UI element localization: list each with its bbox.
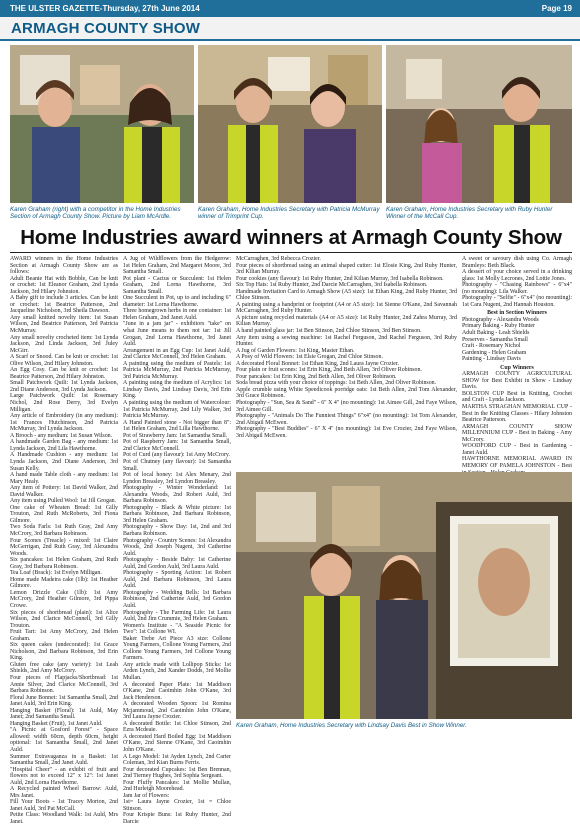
result-paragraph: Small Patchwork Quilt: 1st Lynda Jackson, 2nd Diane Anderson, 3rd Lynda Jackson. [10, 380, 118, 393]
result-paragraph: Four Fluffy Pancakes: 1st Mollie Mullan, 2nd Hurleigh Moorehead. [123, 779, 231, 793]
result-paragraph: Photography - Winter Wonderland: 1st Alexandra Woods, 2nd Robert Auld, 3rd Barbara Robinson. [123, 485, 231, 505]
subheading: Cup Winners [500, 364, 534, 371]
result-paragraph: Photography - Beside Baby: 1st Catherine Auld, 2nd Gordon Auld, 3rd Laura Auld. [123, 557, 231, 570]
result-paragraph: Six pancakes: 1st Helen Graham, 2nd Ruth Gray, 3rd Barbara Robinson. [10, 557, 118, 570]
section-title: ARMAGH COUNTY SHOW [11, 20, 201, 37]
result-paragraph: WOODFORD CUP - Best in Gardening - Janet Auld. [462, 443, 572, 456]
result-paragraph: Photography - Country Scenes: 1st Alexandra Woods, 2nd Joseph Nugent, 3rd Catherine Auld. [123, 537, 231, 557]
result-paragraph: Any article of Embroidery (in any medium): 1st Frances Hutchinson, 2nd Patricia McMurray, 3rd Lynda Jackson. [10, 413, 118, 433]
result-paragraph: Four plain or fruit scones: 1st Erin King, 2nd Beth Allen, 3rd Oliver Robinson. [236, 367, 422, 374]
result-paragraph: Photography - "Chasing Rainbows" - 6"x4" (no mounting): Lila Walker. [462, 282, 572, 295]
result-paragraph: Tea Loaf (Brack): 1st Evelyn Milligan. [10, 570, 102, 577]
result-paragraph: A Scarf or Snood. Can be knit or crochet: 1st Olive Wilson, 2nd Hilary Johnston. [10, 354, 118, 367]
result-paragraph: A Handmade Cushion - any medium: 1st Lynda Jackson, 2nd Diane Anderson, 3rd Susan Kelly. [10, 452, 118, 472]
result-paragraph: MARTHA STRAGHAN MEMORIAL CUP - Best in the Knitting Classes - Hilary Johnston Beatrice Patterson. [462, 404, 572, 424]
article-column-3 [236, 256, 457, 439]
result-paragraph: A decorated Hard Boiled Egg: 1st Maddison O'Kane, 2nd Sienne O'Kane, 3rd Caoimhin John O'Kane. [123, 733, 231, 754]
result-paragraph: A painting using the medium of Pastels: 1st Patricia McMurray, 2nd Patricia McMurray, 3rd Patricia McMurray. [123, 360, 231, 380]
photo-mccall-winner [386, 45, 572, 203]
result-paragraph: Photography - Black & White picture: 1st Barbara Robinson, 2nd Barbara Robinson, 3rd Helen Graham. [123, 504, 231, 524]
result-paragraph: Any item using a sewing machine: 1st Rachel Ferguson, 2nd Rachel Ferguson, 3rd Ruby Hunter. [236, 334, 457, 348]
result-paragraph: HAWTHORNE MEMORIAL AWARD IN MEMORY OF PAMELA JOHNSTON - Best [462, 456, 572, 469]
result-paragraph: Photography - Wedding Bells: 1st Barbara Robinson, 2nd Catherine Auld, 3rd Gordon Auld. [123, 589, 231, 609]
result-paragraph: Photography - Alexandra Woods [462, 316, 539, 323]
result-paragraph: A decorated Floral Bonnet: 1st Ethan King, 2nd Laura Jayne Crozier. [236, 360, 399, 367]
photo-competitor-image [10, 45, 194, 203]
photo-best-in-show-caption: Karen Graham, Home Industries Secretary with Lindsay Davis Best in Show Winner. [236, 722, 467, 729]
result-paragraph: Adult Baking - Leah Shields [462, 330, 530, 337]
result-paragraph: Three homegrown herbs in one container: 1st Helen Graham, 2nd Janet Auld. [123, 308, 231, 321]
result-paragraph: A hand painted glass jar: 1st Ben Stinson, 2nd Chloe Stinson, 3rd Ben Stinson. [236, 328, 422, 335]
result-paragraph: Primary Baking - Ruby Hunter [462, 323, 535, 330]
result-paragraph: One cake of Wheaten Bread: 1st Gilly Trouton, 2nd Ruth McRoberts, 3rd Fiona Gilmore. [10, 504, 118, 524]
photo-mccall-caption: Karen Graham, Home Industries Secretary with Ruby Hunter Winner of the McCall Cup. [386, 206, 553, 221]
result-paragraph: Pot of Strawberry Jam: 1st Samantha Small. [123, 432, 228, 439]
result-paragraph: Summer Extravaganza in a Basket: 1st Samantha Small, 2nd Janet Auld. [10, 753, 118, 767]
result-paragraph: An Egg Cosy. Can be knit or crochet: 1st Beatrice Patterson, 2nd Hilary Johnston. [10, 367, 118, 380]
result-paragraph: McCarraghen, 3rd Rebecca Crozier. [236, 256, 321, 262]
result-paragraph: "A Picnic at Gosford Forest" - Space allowed: width 60cm, depth 60cm, height optional: 1st Samantha Small, 2nd Janet Auld. [10, 727, 118, 754]
result-paragraph: Four decorated Cupcakes: 1st Ben Brennan, 2nd Tierney Hughes, 3rd Sophia Sergeant. [123, 766, 231, 780]
result-paragraph: Lemon Drizzle Cake (1lb): 1st Amy McCrory, 2nd Heather Gilmore, 3rd Pippa Crowe. [10, 589, 118, 609]
result-paragraph: Any item using Pulled Wool: 1st Jill Grogan. [10, 498, 117, 505]
result-paragraph: Four pieces of shortbread using an animal shaped cutter: 1st Elosie King, 2nd Ruby Hunter, 3rd Kilian Murray. [236, 262, 457, 276]
result-paragraph: A painting using a handprint or footprint (A4 or A5 size): 1st Sienne O'Kane, 2nd Savannah McCarraghen, 3rd Ruby Hunter. [236, 301, 457, 315]
headline-rule [10, 252, 572, 253]
result-paragraph: A Baby gift to include 3 articles. Can be knit or crochet: 1st Beatrice Patterson, 2nd Jacqueline Nicholson, 3rd Sheila Dawson. [10, 295, 118, 315]
result-paragraph: Fruit Tart: 1st Amy McCrory, 2nd Helen Graham. [10, 629, 118, 642]
photo-trimprint-winner [198, 45, 382, 203]
result-paragraph: One Succulent in Pot, up to and including 6" diameter: 1st Lorna Hawthorne. [123, 295, 231, 308]
result-paragraph: Six Top Hats: 1st Ruby Hunter, 2nd Darcie McCarraghen, 3rd Isabella Robinson. [236, 282, 428, 289]
result-paragraph: A Jug of Wildflowers from the Hedgerow: 1st Helen Graham, 2nd Margaret Moore, 3rd Samantha Small. [123, 256, 231, 276]
result-paragraph: Four cookies (any flavour): 1st Ruby Hunter, 2nd Kilian Murray, 3rd Isabella Robinson. [236, 275, 444, 282]
result-paragraph: Four pancakes: 1st Erin King, 2nd Beth Allen, 3rd Oliver Robinson. [236, 373, 397, 380]
result-paragraph: Any small knitted novelty item: 1st Susan Wilson, 2nd Beatrice Patterson, 3rd Patricia McMurray. [10, 314, 118, 335]
result-paragraph: A picture using recycled materials (A4 or A5 size): 1st Ruby Hunter, 2nd Zahra Murray, 3rd Kilian Murray. [236, 314, 457, 328]
result-paragraph: A Jug of Garden Flowers: 1st King, Master Ethan. [236, 347, 355, 354]
result-paragraph: Hanging Basket (Floral): 1st Auld, May Janet; 2nd Samantha Small. [10, 707, 118, 721]
result-paragraph: Photography - Sporting Action: 1st Robert Auld, 2nd Barbara Robinson, 3rd Laura Auld. [123, 570, 231, 590]
result-paragraph: BOLSTON CUP Best in Knitting, Crochet and Craft - Lynda Jackson. [462, 390, 572, 404]
photo-trimprint-caption: Karen Graham, Home Industries Secretary with Patricia McMurray winner of Trimprint Cup. [198, 206, 380, 221]
photo-trimprint-image [198, 45, 382, 203]
result-paragraph: Fill Your Boots - 1st Tracey Morton, 2nd Janet Auld, 3rd Pat McCall. [10, 799, 118, 812]
page-number: Page 19 [541, 4, 572, 13]
result-paragraph: A Recycled painted Wheel Barrow: Auld, Mrs Janet. [10, 786, 118, 799]
result-paragraph: A sweet or savoury dish using Co. Armagh Bramleys: Beth Black. [462, 256, 572, 269]
result-paragraph: A decorated Wooden Spoon: 1st Romina Mcjammoud, 2nd Caoimhin John O'Kane, 3rd Laura Jayne Crozier. [123, 701, 231, 721]
result-paragraph: A painting using the medium of Acrylics: 1st Lindsay Davis, 2nd Lindsay Davis, 3rd Erin King. [123, 380, 231, 400]
result-paragraph: Home made Madeira cake (1lb): 1st Heather Gilmore. [10, 576, 118, 590]
result-paragraph: 1st= Laura Jayne Crozier, 1st = Chloe Stinson. [123, 799, 231, 812]
result-paragraph: Hanging Basket (Fruit), 1st Janet Auld. [10, 720, 103, 727]
result-paragraph: Any small novelty crocheted item: 1st Lynda Jackson, 2nd Linda Jackson, 3rd Juley McGirr. [10, 334, 118, 354]
result-paragraph: "June in a jam jar" - exhibitors "take" on what June means to them not tar: 1st Jill Grogan, 2nd Lorna Hawthorne, 3rd Janet Auld. [123, 321, 231, 348]
subheading: Best in Section Winners [487, 310, 547, 317]
result-paragraph: Arrangement in an Egg Cup: 1st Janet Auld, 2nd Clarice McConnell, 3rd Helen Graham. [123, 347, 231, 361]
result-paragraph: Photography - "Sun, Sea & Sand" - 6" X 4" (no mounting): 1st Aimee Gill, 2nd Faye Wilson, 3rd Aimee Gill. [236, 400, 457, 413]
result-paragraph: Preserves - Samantha Small [462, 336, 528, 343]
result-paragraph: Six queen cakes (undecorated): 1st Grace Nicholson, 2nd Barbara Robinson, 3rd Erin King. [10, 642, 118, 662]
result-paragraph: Pot of local honey: 1st Alex Menary, 2nd Lyndon Breasley, 3rd Lyndon Breasley. [123, 472, 231, 485]
result-paragraph: Large Patchwork Quilt: 1st Rosemary Nichol, 2nd Rose Derry, 3rd Evelyn Milligan. [10, 393, 118, 413]
result-paragraph: A painting using the medium of Watercolour: 1st Patricia McMurray, 2nd Lily Walker, 3rd Patricia McMurray. [123, 400, 231, 420]
result-paragraph: Floral June Bonnet: 1st Samantha Small, 2nd Janet Auld, 3rd Erin King. [10, 694, 118, 708]
result-paragraph: Pot plant - Cactus or Succulent: 1st Helen Graham, 2nd Lorna Hawthorne, 3rd Samantha Small. [123, 275, 231, 295]
paper-date: THE ULSTER GAZETTE-Thursday, 27th June 2014 [10, 4, 200, 13]
result-paragraph: Photography - "Animals Do The Funniest Things" 6"x4" (no mounting): 1st Tom Alexander, 2nd Abigail McEwen. [236, 413, 457, 426]
result-paragraph: Petite Class: Woodland Walk: 1st Auld, Mrs Janet. [10, 812, 118, 826]
photo-competitor [10, 45, 194, 203]
result-paragraph: Four Scones (Treacle) - mixed: 1st Claire McGerrigan, 2nd Ruth Gray, 3rd Alexandra Woods. [10, 537, 118, 557]
result-paragraph: Six pieces of shortbread (plain): 1st Alice Wilson, 2nd Clarice McConnell, 3rd Gilly Trouton. [10, 609, 118, 629]
article-column-2 [123, 256, 231, 826]
result-paragraph: ARMAGH COUNTY SHOW MILLENNIUM CUP - Best in Baking - Amy McCrory. [462, 423, 572, 443]
result-paragraph: Handmade Invitation Card to Armagh Show (A5 size): 1st Ethan King, 2nd Ruby Hunter, 3rd Chloe Stinson. [236, 288, 457, 302]
result-paragraph: A Hand Painted stone - Not bigger than 8": 1st Helen Graham, 2nd Lilla Hawthorne. [123, 419, 231, 433]
result-paragraph: Pot of Raspberry Jam: 1st Samantha Small, 2nd Clarice McConnell. [123, 439, 231, 452]
result-paragraph: AWARD winners in the Home Industries Section at Armagh County Show are as follows: [10, 256, 118, 276]
result-paragraph: A Brooch - any medium: 1st Susan Wilson. [10, 432, 113, 439]
result-paragraph: A handmade Garden Bag - any medium: 1st Lynda Jackson, 2nd Lila Hawthorne. [10, 439, 118, 452]
result-paragraph: Apple crumble using White Speedicook porridge oats: 1st Beth Allen, 2nd Tom Alexander, 3rd Grace Robinson. [236, 386, 457, 400]
result-paragraph: Gluten free cake (any variety): 1st Leah Shields, 2nd Amy McCrory. [10, 661, 118, 675]
result-paragraph: A decorated Paper Plate: 1st Maddison O'Kane, 2nd Caoimhin John O'Kane, 3rd Jack Henderson. [123, 681, 231, 701]
result-paragraph: Four Krispie Buns: 1st Ruby Hunter, 2nd Darcie [123, 812, 231, 826]
article-column-1 [10, 256, 118, 826]
result-paragraph: Soda bread pizza with your choice of toppings: 1st Beth Allen, 2nd Oliver Robinson. [236, 380, 437, 387]
result-paragraph: Craft - Rosemary Nichol [462, 343, 521, 350]
result-paragraph: Any item of Pottery: 1st David Walker, 2nd David Walker. [10, 485, 118, 498]
result-paragraph: A dessert of your choice served in a drinking glass: 1st Molly Lecrones, 2nd Lottie Jones. [462, 269, 572, 282]
result-paragraph: Four pieces of Flapjacks/Shortbread: 1st Annie Silver, 2nd Clarice McConnell, 3rd Barbara Robinson. [10, 675, 118, 695]
result-paragraph: ARMAGH COUNTY AGRICULTURAL SHOW for Best Exhibit in Show - Lindsay Davis. [462, 371, 572, 391]
result-paragraph: Photography - "Best Buddies" - 6" X 4" (no mounting): 1st Eve Crozier, 2nd Faye Wilson, 3rd Abigail McEwen. [236, 426, 457, 439]
result-paragraph: Adult Beanie Hat with Bobble, Can be knit or crochet: 1st Eleanor Graham, 2nd Lynda Jackson, 3rd Hilary Johnston. [10, 275, 118, 295]
result-paragraph: Any article made with Lollipop Sticks: 1st Arden Lynch, 2nd Xander Dodds, 3rd Mollie Mullan. [123, 661, 231, 681]
newspaper-topbar [0, 0, 580, 17]
article-headline: Home Industries award winners at Armagh County Show [20, 226, 562, 249]
photo-best-in-show-image [236, 472, 572, 719]
result-paragraph: Pot of Chutney (any flavour): 1st Samantha Small. [123, 458, 231, 472]
result-paragraph: Jam Jar of Flowers: [123, 792, 170, 799]
result-paragraph: Women's Institute - "A Seaside Picnic for Two": 1st Collone WI. [123, 622, 231, 636]
result-paragraph: Photography - The Farming Life: 1st Laura Auld, 2nd Jim Crummie, 3rd Helen Graham. [123, 609, 231, 623]
photo-competitor-caption: Karen Graham (right) with a competitor in the Home Industries Section of Armagh County Show. Picture by Liam McArdle. [10, 206, 181, 221]
result-paragraph: A hand made Table cloth - any medium: 1st Mary Healy. [10, 472, 118, 485]
result-paragraph: A decorated Bottle: 1st Chloe Stinson, 2nd Ezra Mcdeaie. [123, 720, 231, 734]
section-banner [0, 17, 580, 41]
result-paragraph: Pot of Curd (any flavour): 1st Amy McCrory. [123, 452, 230, 459]
result-paragraph: Gardening - Helen Graham [462, 349, 527, 356]
result-paragraph: Two Soda Farls: 1st Ruth Gray, 2nd Amy McCrory, 3rd Barbara Robinson. [10, 524, 118, 537]
result-paragraph: Photography - Show Day: 1st, 2nd and 3rd Barbara Robinson. [123, 524, 231, 537]
photo-mccall-image [386, 45, 572, 203]
result-paragraph: "Hospital Cheer" - an exhibit of fruit and flowers not to exceed 12" x 12": 1st Janet Auld, 2nd Lorna Hawthorne. [10, 766, 118, 786]
result-paragraph: A Posy of Wild Flowers: 1st Elsie Grogan, 2nd Chloe Stinson. [236, 354, 383, 361]
result-paragraph: Photography - "Selfie" - 6"x4" (no mounting): 1st Cara Nugent, 2nd Hannah Houston. [462, 295, 572, 308]
result-paragraph: Baker Trebe Art Piece A3 size: Collone Young Farmers, Collone Young Farmers, 2nd Collone Young Farmers, 3rd Collone Young Farmers. [123, 635, 231, 662]
result-paragraph: Painting - Lindsay Davis [462, 356, 521, 363]
photo-best-in-show [236, 472, 572, 719]
result-paragraph: A Lego Model: 1st Ayden Lynch, 2nd Carter Coleman, 3rd Kian Burns Ferris. [123, 753, 231, 767]
